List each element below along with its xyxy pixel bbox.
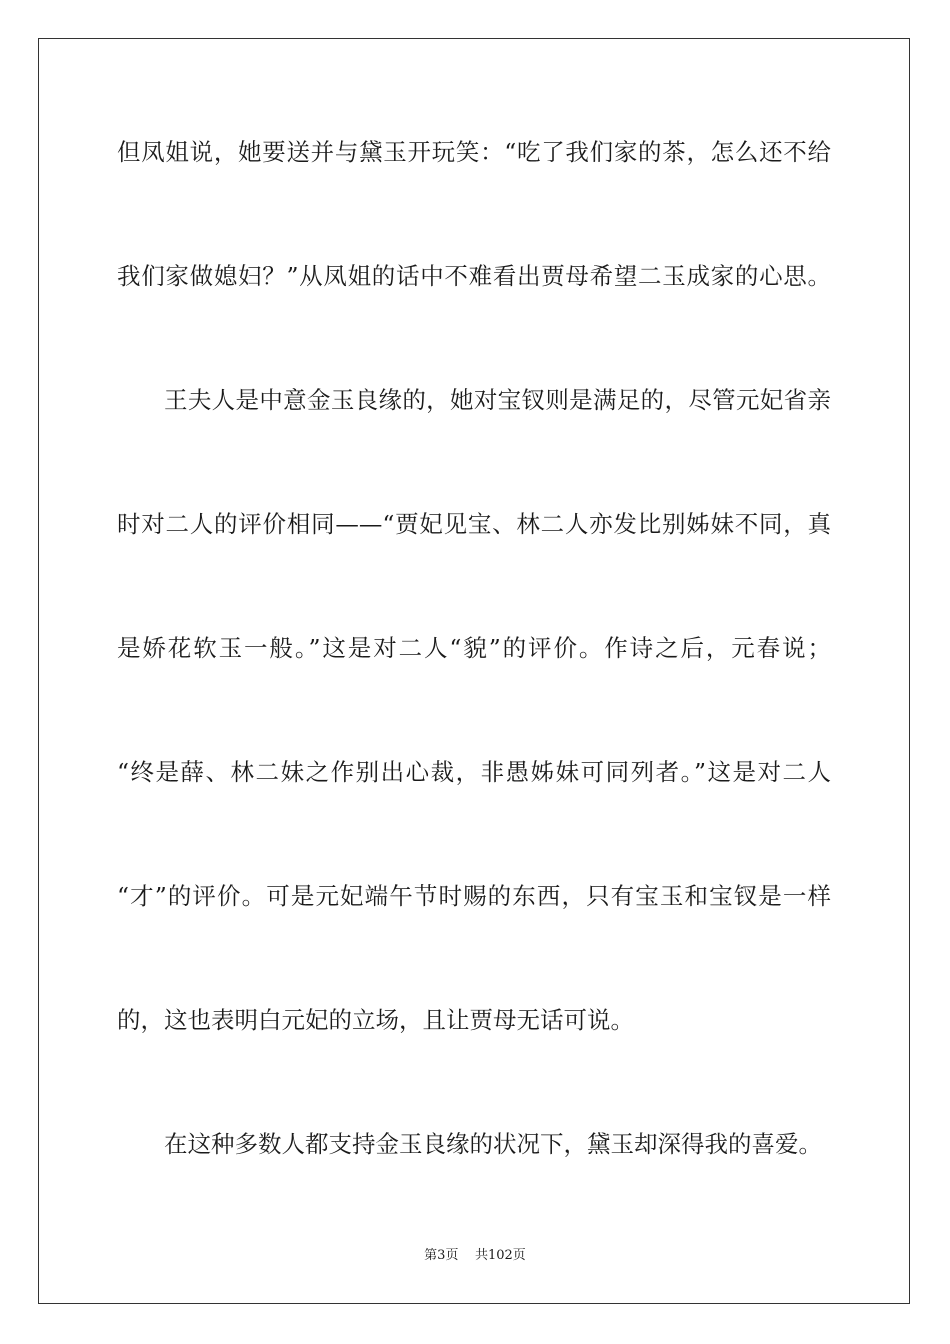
text-line-8: 的，这也表明白元妃的立场，且让贾母无话可说。 <box>117 1006 634 1034</box>
text-line-7: “才”的评价。可是元妃端午节时赐的东西，只有宝玉和宝钗是一样 <box>117 882 831 910</box>
paragraph-start-line-3: 王夫人是中意金玉良缘的，她对宝钗则是满足的，尽管元妃省亲 <box>164 386 831 414</box>
text-line-2: 我们家做媳妇？”从凤姐的话中不难看出贾母希望二玉成家的心思。 <box>117 262 831 290</box>
text-line-1: 但凤姐说，她要送并与黛玉开玩笑：“吃了我们家的茶，怎么还不给 <box>117 138 831 166</box>
text-line-5: 是娇花软玉一般。”这是对二人“貌”的评价。作诗之后，元春说； <box>117 634 831 662</box>
page-border <box>38 38 910 1304</box>
paragraph-start-line-9: 在这种多数人都支持金玉良缘的状况下，黛玉却深得我的喜爱。 <box>164 1130 822 1158</box>
text-line-4: 时对二人的评价相同——“贾妃见宝、林二人亦发比别姊妹不同，真 <box>117 510 831 538</box>
page-footer <box>0 1244 950 1263</box>
total-pages: 共102页 <box>474 1248 526 1263</box>
text-line-6: “终是薛、林二妹之作别出心裁，非愚姊妹可同列者。”这是对二人 <box>117 758 831 786</box>
page-number: 第3页 <box>424 1248 459 1263</box>
